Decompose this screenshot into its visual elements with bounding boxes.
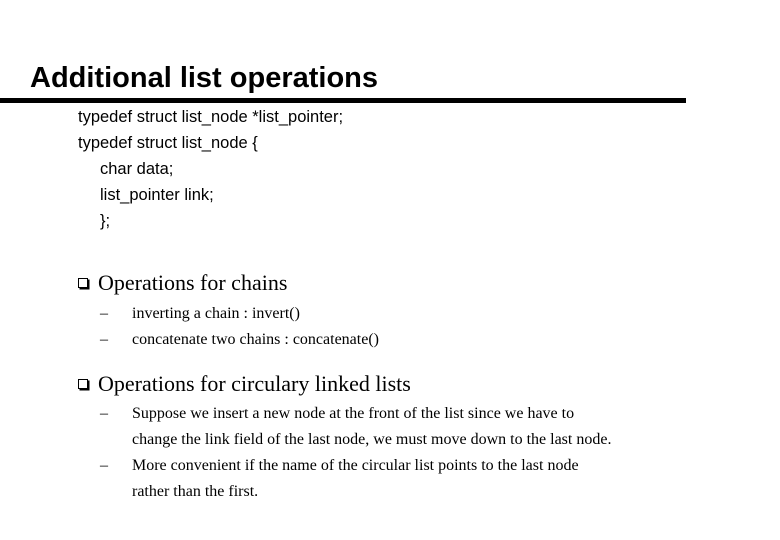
title-underline [0,98,686,103]
sub-list-circular [100,401,660,505]
sub-item [100,301,660,327]
bullet-chains [78,270,287,296]
dash-marker: – [100,305,108,322]
bullet-text: Operations for circulary linked lists [98,371,411,396]
code-line: typedef struct list_node { [78,134,258,152]
sub-item [100,327,660,353]
dash-marker: – [100,331,108,348]
sub-item-text: inverting a chain : invert() [132,305,300,322]
bullet-circular-lists [78,371,411,397]
dash-marker: – [100,457,108,474]
code-line: }; [100,212,111,230]
sub-list-chains [100,301,660,353]
sub-item-text: Suppose we insert a new node at the front of the list since we have to change the link field of the last node, we must move down to the last node. [132,405,612,448]
sub-item-text: concatenate two chains : concatenate() [132,331,379,348]
square-bullet-icon [78,278,88,288]
dash-marker: – [100,405,108,422]
bullet-text: Operations for chains [98,270,288,295]
square-bullet-icon [78,379,88,389]
code-line: typedef struct list_node *list_pointer; [78,108,344,126]
sub-item [100,453,660,505]
code-block [78,104,343,234]
sub-item [100,401,660,453]
code-line: char data; [100,160,174,178]
code-line: list_pointer link; [100,186,214,204]
sub-item-text: More convenient if the name of the circular list points to the last node rather than the first. [132,457,579,500]
slide-title: Additional list operations [30,62,379,94]
